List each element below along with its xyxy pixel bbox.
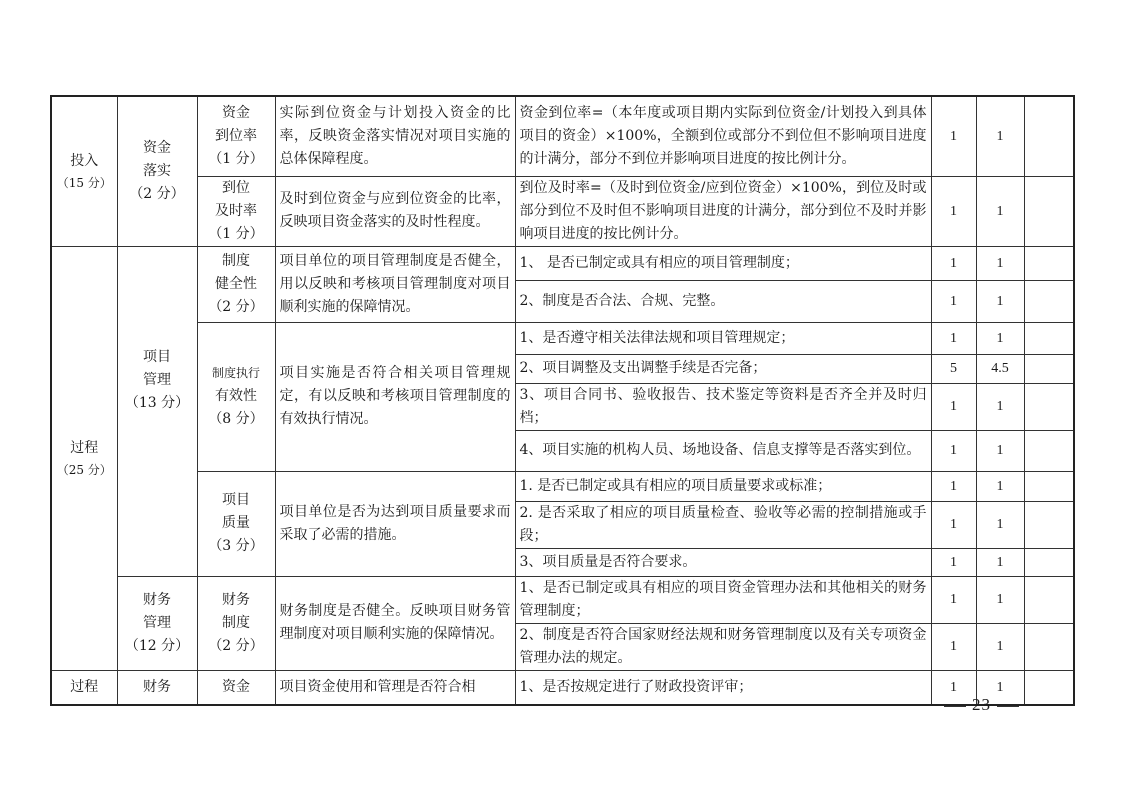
score-cell: 4.5 bbox=[976, 354, 1024, 383]
weight-cell: 5 bbox=[931, 354, 976, 383]
score-cell: 1 bbox=[976, 670, 1024, 705]
indicator-description: 及时到位资金与应到位资金的比率，反映项目资金落实的及时性程度。 bbox=[275, 176, 515, 246]
weight-cell: 1 bbox=[931, 96, 976, 176]
level3-cell bbox=[197, 576, 275, 670]
level3-label: 资金 bbox=[197, 670, 275, 705]
scoring-standard: 2、制度是否符合国家财经法规和财务管理制度以及有关专项资金管理办法的规定。 bbox=[515, 623, 931, 670]
level1-label: 过程 bbox=[70, 439, 99, 456]
level1-label: 过程 bbox=[51, 670, 117, 705]
score-cell: 1 bbox=[976, 501, 1024, 548]
remark-cell bbox=[1024, 383, 1074, 430]
level3-label: 到位率 bbox=[215, 127, 257, 144]
remark-cell bbox=[1024, 176, 1074, 246]
remark-cell bbox=[1024, 430, 1074, 471]
weight-cell: 1 bbox=[931, 471, 976, 501]
level3-label: 有效性 bbox=[215, 388, 257, 404]
remark-cell bbox=[1024, 548, 1074, 576]
remark-cell bbox=[1024, 670, 1074, 705]
score-cell: 1 bbox=[976, 96, 1024, 176]
score-cell: 1 bbox=[976, 280, 1024, 322]
score-cell: 1 bbox=[976, 576, 1024, 623]
level2-label: 财务 bbox=[143, 591, 171, 608]
level3-cell bbox=[197, 96, 275, 176]
level3-points: （3 分） bbox=[208, 538, 264, 554]
level3-label: 项目 bbox=[222, 492, 250, 508]
level2-label: 落实 bbox=[143, 162, 171, 179]
score-cell: 1 bbox=[976, 623, 1024, 670]
weight-cell: 1 bbox=[931, 280, 976, 322]
level3-label: 到位 bbox=[222, 179, 250, 196]
weight-cell: 1 bbox=[931, 383, 976, 430]
table-row bbox=[51, 576, 1074, 623]
scoring-standard: 3、项目合同书、验收报告、技术鉴定等资料是否齐全并及时归档； bbox=[515, 383, 931, 430]
level3-label: 及时率 bbox=[215, 202, 257, 219]
scoring-standard: 1、是否已制定或具有相应的项目资金管理办法和其他相关的财务管理制度； bbox=[515, 576, 931, 623]
level3-points: （2 分） bbox=[208, 637, 264, 654]
level1-label: 投入 bbox=[70, 152, 99, 169]
level2-label: 管理 bbox=[143, 371, 171, 388]
indicator-description: 项目单位是否为达到项目质量要求而采取了必需的措施。 bbox=[275, 471, 515, 576]
level3-label: 健全性 bbox=[215, 275, 257, 292]
level2-cell bbox=[117, 246, 197, 576]
scoring-standard: 4、项目实施的机构人员、场地设备、信息支撑等是否落实到位。 bbox=[515, 430, 931, 471]
level3-label: 资金 bbox=[222, 104, 250, 121]
weight-cell: 1 bbox=[931, 246, 976, 280]
weight-cell: 1 bbox=[931, 623, 976, 670]
level2-label-group bbox=[118, 346, 197, 415]
indicator-description: 项目单位的项目管理制度是否健全，用以反映和考核项目管理制度对项目顺利实施的保障情况。 bbox=[275, 246, 515, 322]
score-cell: 1 bbox=[976, 383, 1024, 430]
level3-cell bbox=[197, 471, 275, 576]
level2-cell bbox=[117, 96, 197, 246]
weight-cell: 1 bbox=[931, 548, 976, 576]
score-cell: 1 bbox=[976, 176, 1024, 246]
score-cell: 1 bbox=[976, 322, 1024, 354]
level2-label: 资金 bbox=[143, 139, 171, 156]
table-row bbox=[51, 96, 1074, 176]
level2-points: （2 分） bbox=[129, 185, 185, 202]
table-row bbox=[51, 176, 1074, 246]
scoring-standard: 资金到位率=（本年度或项目期内实际到位资金/计划投入到具体项目的资金）×100%，全额到位或部分不到位但不影响项目进度的计满分，部分不到位并影响项目进度的按比例计分。 bbox=[515, 96, 931, 176]
level2-points: （12 分） bbox=[124, 637, 190, 654]
page-number bbox=[938, 695, 1025, 715]
scoring-standard: 1、是否按规定进行了财政投资评审； bbox=[515, 670, 931, 705]
evaluation-table bbox=[50, 95, 1075, 706]
table-row bbox=[51, 246, 1074, 280]
weight-cell: 1 bbox=[931, 176, 976, 246]
level3-cell bbox=[197, 176, 275, 246]
level3-cell bbox=[197, 322, 275, 471]
weight-cell: 1 bbox=[931, 576, 976, 623]
level3-label: 制度执行 bbox=[211, 366, 260, 380]
level3-cell bbox=[197, 246, 275, 322]
level2-label: 财务 bbox=[117, 670, 197, 705]
level3-points: （2 分） bbox=[208, 298, 264, 315]
level3-label: 制度 bbox=[222, 252, 250, 269]
level1-points: （15 分） bbox=[56, 175, 112, 190]
table-row bbox=[51, 670, 1074, 705]
scoring-standard: 2、项目调整及支出调整手续是否完备； bbox=[515, 354, 931, 383]
dash-right bbox=[997, 706, 1019, 707]
scoring-standard: 2、制度是否合法、合规、完整。 bbox=[515, 280, 931, 322]
indicator-description: 实际到位资金与计划投入资金的比率，反映资金落实情况对项目实施的总体保障程度。 bbox=[275, 96, 515, 176]
table-row bbox=[51, 322, 1074, 354]
score-cell: 1 bbox=[976, 548, 1024, 576]
weight-cell: 1 bbox=[931, 430, 976, 471]
level3-label: 制度 bbox=[222, 614, 250, 631]
level1-cell bbox=[51, 246, 117, 670]
table-row bbox=[51, 471, 1074, 501]
level3-points: （1 分） bbox=[208, 150, 264, 167]
scoring-standard: 3、项目质量是否符合要求。 bbox=[515, 548, 931, 576]
score-cell: 1 bbox=[976, 246, 1024, 280]
remark-cell bbox=[1024, 623, 1074, 670]
remark-cell bbox=[1024, 96, 1074, 176]
level3-label: 质量 bbox=[222, 515, 250, 531]
level1-cell bbox=[51, 96, 117, 246]
indicator-description: 项目实施是否符合相关项目管理规定，有以反映和考核项目管理制度的有效执行情况。 bbox=[275, 322, 515, 471]
level3-points: （8 分） bbox=[208, 411, 264, 427]
weight-cell: 1 bbox=[931, 322, 976, 354]
scoring-standard: 1、是否遵守相关法律法规和项目管理规定； bbox=[515, 322, 931, 354]
page-number-text: 23 bbox=[972, 695, 991, 714]
level2-spacer bbox=[118, 276, 197, 346]
level1-points: （25 分） bbox=[56, 462, 112, 477]
remark-cell bbox=[1024, 471, 1074, 501]
level3-label: 财务 bbox=[222, 591, 250, 608]
remark-cell bbox=[1024, 322, 1074, 354]
indicator-description: 财务制度是否健全。反映项目财务管理制度对项目顺利实施的保障情况。 bbox=[275, 576, 515, 670]
level2-label: 管理 bbox=[143, 614, 171, 631]
scoring-standard: 到位及时率=（及时到位资金/应到位资金）×100%，到位及时或部分到位不及时但不影响项目进度的计满分，部分到位不及时并影响项目进度的按比例计分。 bbox=[515, 176, 931, 246]
score-cell: 1 bbox=[976, 471, 1024, 501]
dash-left bbox=[944, 706, 966, 707]
remark-cell bbox=[1024, 576, 1074, 623]
remark-cell bbox=[1024, 246, 1074, 280]
level2-points: （13 分） bbox=[124, 394, 190, 411]
indicator-description: 项目资金使用和管理是否符合相 bbox=[275, 670, 515, 705]
level2-spacer bbox=[118, 415, 197, 547]
scoring-standard: 2. 是否采取了相应的项目质量检查、验收等必需的控制措施或手段； bbox=[515, 501, 931, 548]
scoring-standard: 1、 是否已制定或具有相应的项目管理制度； bbox=[515, 246, 931, 280]
weight-cell: 1 bbox=[931, 501, 976, 548]
remark-cell bbox=[1024, 354, 1074, 383]
remark-cell bbox=[1024, 501, 1074, 548]
level2-cell bbox=[117, 576, 197, 670]
level3-points: （1 分） bbox=[208, 225, 264, 242]
remark-cell bbox=[1024, 280, 1074, 322]
weight-cell: 1 bbox=[931, 670, 976, 705]
scoring-standard: 1. 是否已制定或具有相应的项目质量要求或标准； bbox=[515, 471, 931, 501]
score-cell: 1 bbox=[976, 430, 1024, 471]
level2-label: 项目 bbox=[143, 348, 171, 365]
